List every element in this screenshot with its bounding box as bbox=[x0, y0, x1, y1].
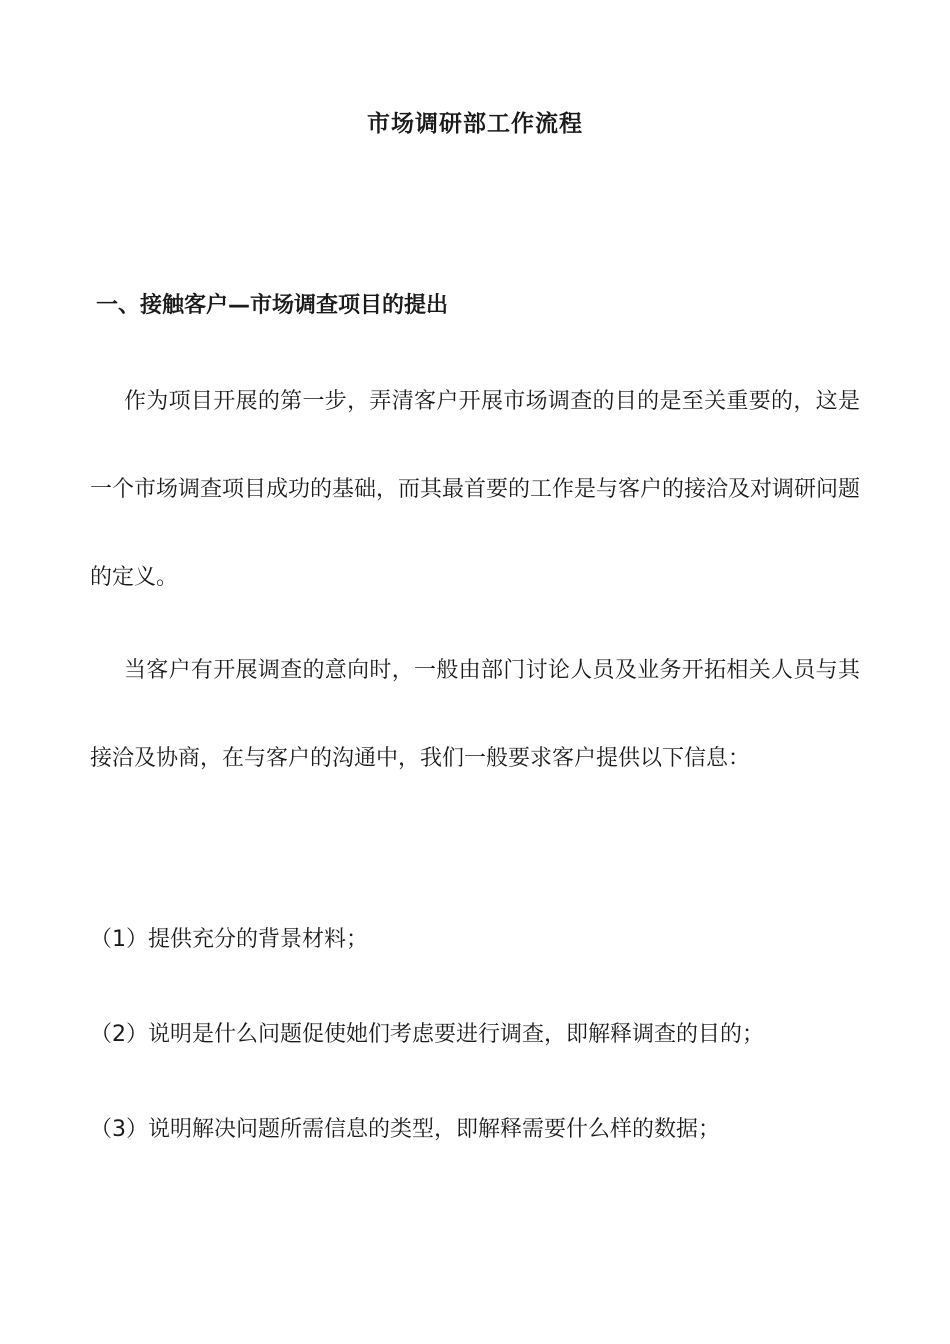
paragraph-intro: 作为项目开展的第一步，弄清客户开展市场调查的目的是至关重要的，这是一个市场调查项目成功的基础，而其最首要的工作是与客户的接洽及对调研问题的定义。 bbox=[90, 389, 861, 590]
paragraph-client-info: 当客户有开展调查的意向时，一般由部门讨论人员及业务开拓相关人员与其接洽及协商，在与客户的沟通中，我们一般要求客户提供以下信息： bbox=[90, 658, 860, 771]
list-item: （3）说明解决问题所需信息的类型，即解释需要什么样的数据； bbox=[90, 1117, 720, 1142]
list-item: （2）说明是什么问题促使她们考虑要进行调查，即解释调查的目的； bbox=[90, 1022, 764, 1047]
document-title: 市场调研部工作流程 bbox=[367, 111, 583, 137]
section-heading: 一、接触客户—市场调查项目的提出 bbox=[96, 293, 449, 318]
list-item: （1）提供充分的背景材料； bbox=[90, 927, 368, 952]
